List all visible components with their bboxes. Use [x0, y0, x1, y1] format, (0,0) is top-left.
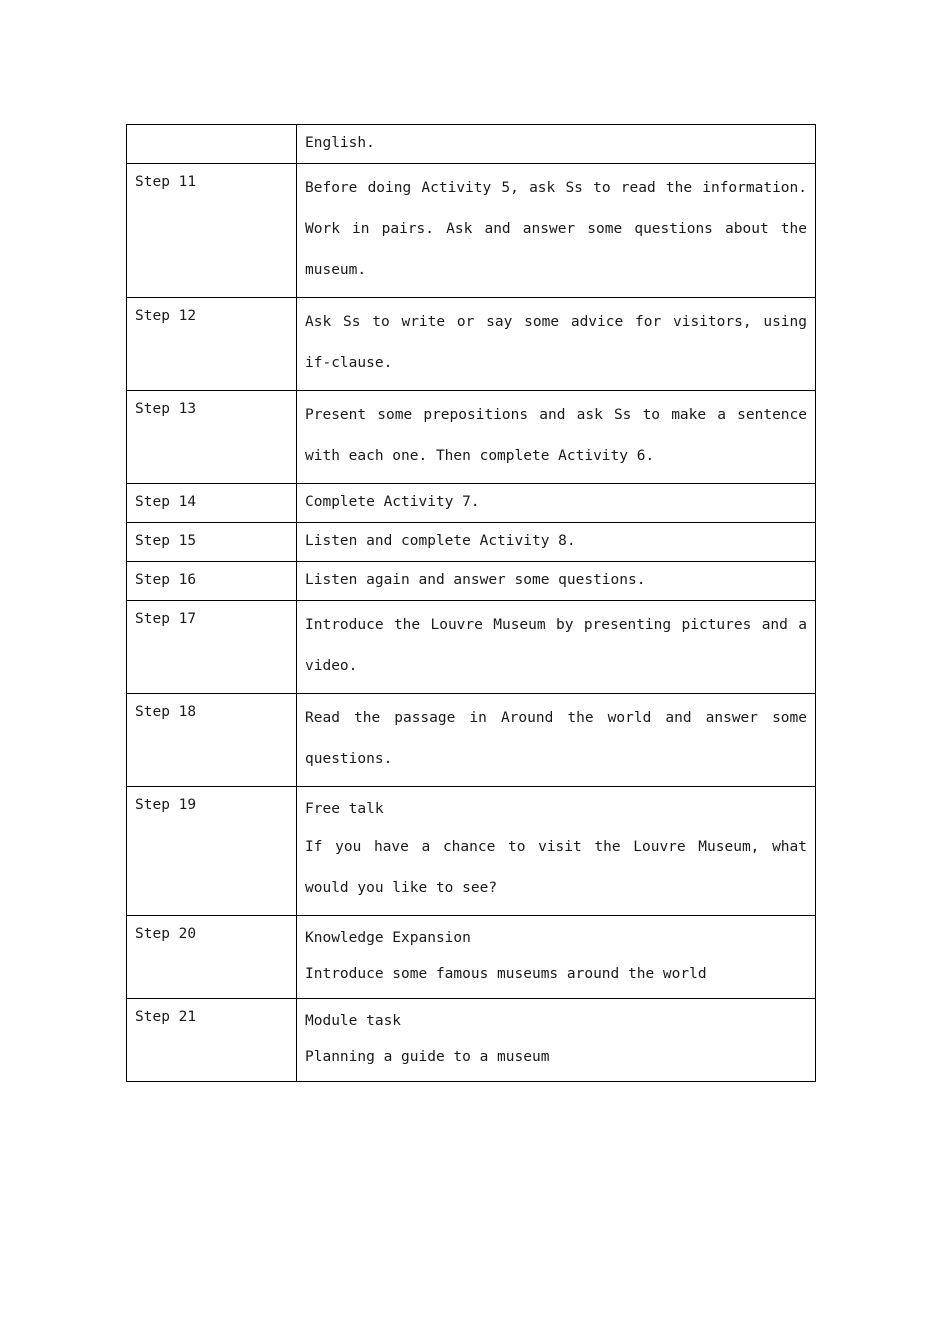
- content-cell: [297, 787, 816, 916]
- table-row: [127, 125, 816, 164]
- table-row: [127, 694, 816, 787]
- content-line: Introduce the Louvre Museum by presenting pictures and a video.: [305, 617, 807, 674]
- step-cell: [127, 484, 297, 523]
- content-line: Listen again and answer some questions.: [305, 572, 646, 588]
- step-label: Step 21: [135, 1009, 197, 1025]
- table-row: [127, 298, 816, 391]
- step-label: Step 16: [135, 572, 197, 588]
- step-cell: [127, 601, 297, 694]
- step-label: Step 12: [135, 308, 197, 324]
- content-line: Ask Ss to write or say some advice for visitors, using if-clause.: [305, 314, 807, 371]
- content-line: Free talk: [305, 801, 384, 817]
- content-cell: [297, 125, 816, 164]
- content-line: Present some prepositions and ask Ss to make a sentence with each one. Then complete Activity 6.: [305, 407, 807, 464]
- content-cell: [297, 164, 816, 298]
- step-label: Step 18: [135, 704, 197, 720]
- content-line: Listen and complete Activity 8.: [305, 533, 576, 549]
- step-label: Step 15: [135, 533, 197, 549]
- lesson-steps-table: [126, 124, 816, 1082]
- content-line: Read the passage in Around the world and answer some questions.: [305, 710, 807, 767]
- content-cell: [297, 999, 816, 1082]
- table-row: [127, 562, 816, 601]
- step-cell: [127, 562, 297, 601]
- step-label: Step 11: [135, 174, 197, 190]
- content-cell: [297, 484, 816, 523]
- content-cell: [297, 694, 816, 787]
- content-line: If you have a chance to visit the Louvre Museum, what would you like to see?: [305, 839, 807, 896]
- step-cell: [127, 391, 297, 484]
- table-row: [127, 787, 816, 916]
- table-row: [127, 523, 816, 562]
- step-cell: [127, 125, 297, 164]
- content-cell: [297, 916, 816, 999]
- content-line: Before doing Activity 5, ask Ss to read the information. Work in pairs. Ask and answer some questions about the museum.: [305, 180, 807, 278]
- step-label: Step 20: [135, 926, 197, 942]
- step-label: Step 17: [135, 611, 197, 627]
- content-line: Knowledge Expansion: [305, 930, 471, 946]
- content-cell: [297, 562, 816, 601]
- content-cell: [297, 391, 816, 484]
- content-line: Complete Activity 7.: [305, 494, 480, 510]
- table-row: [127, 484, 816, 523]
- content-cell: [297, 601, 816, 694]
- content-line: Module task: [305, 1013, 402, 1029]
- step-cell: [127, 787, 297, 916]
- step-cell: [127, 694, 297, 787]
- table-row: [127, 391, 816, 484]
- content-line: Introduce some famous museums around the world: [305, 966, 707, 982]
- content-line: English.: [305, 135, 375, 151]
- step-cell: [127, 523, 297, 562]
- table-row: [127, 164, 816, 298]
- content-line: Planning a guide to a museum: [305, 1049, 550, 1065]
- step-label: Step 14: [135, 494, 197, 510]
- content-cell: [297, 523, 816, 562]
- step-label: Step 19: [135, 797, 197, 813]
- step-cell: [127, 916, 297, 999]
- content-cell: [297, 298, 816, 391]
- step-cell: [127, 999, 297, 1082]
- step-cell: [127, 298, 297, 391]
- table-row: [127, 601, 816, 694]
- table-row: [127, 916, 816, 999]
- step-label: Step 13: [135, 401, 197, 417]
- table-row: [127, 999, 816, 1082]
- step-cell: [127, 164, 297, 298]
